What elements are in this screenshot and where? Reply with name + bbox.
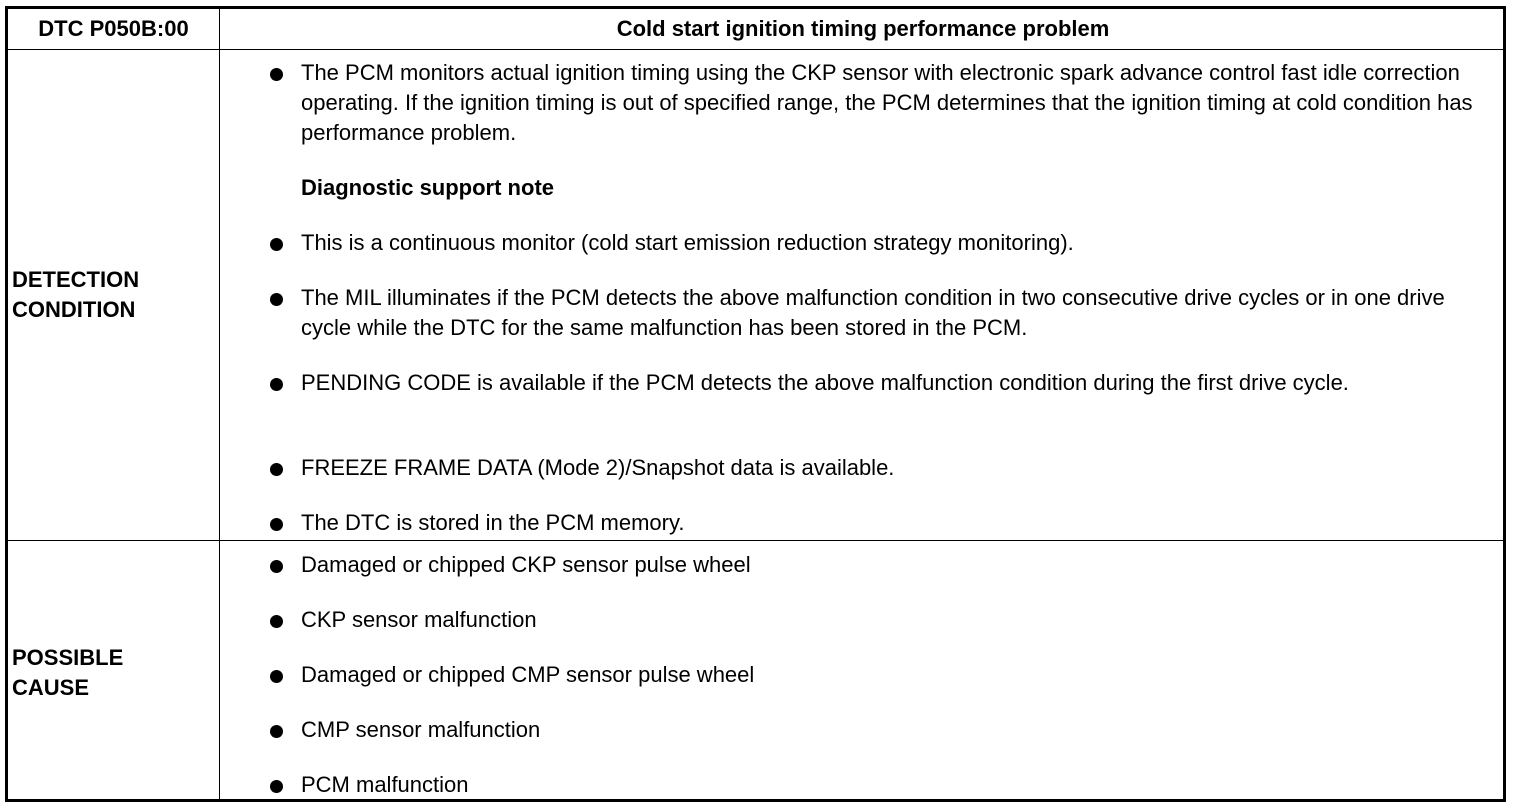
list-item [270,605,1500,635]
list-item [270,770,1500,800]
list-item-text: FREEZE FRAME DATA (Mode 2)/Snapshot data is available. [301,455,895,480]
list-item-text: This is a continuous monitor (cold start emission reduction strategy monitoring). [301,230,1074,255]
list-item-text: Damaged or chipped CKP sensor pulse wheel [301,552,751,577]
list-item [270,283,1500,343]
list-item [270,368,1500,398]
detection-label-line2: CONDITION [12,297,136,322]
list-item [270,508,1500,538]
list-item-text: Damaged or chipped CMP sensor pulse wheel [301,662,755,687]
bullet-icon [270,560,283,573]
list-item [270,550,1500,580]
list-item-text: PCM malfunction [301,772,469,797]
bullet-icon [270,780,283,793]
section-divider [8,540,1503,541]
list-item [270,453,1500,483]
list-item-text: CKP sensor malfunction [301,607,537,632]
header-divider [8,49,1503,50]
column-divider [219,9,220,799]
dtc-code: DTC P050B:00 [38,16,189,41]
list-item-text: The PCM monitors actual ignition timing using the CKP sensor with electronic spark advance control fast idle correction operating. If the ignition timing is out of specified range, the PCM determines that the ignition timing at cold condition has performance problem. [301,60,1473,145]
list-item [270,58,1500,148]
list-item [270,715,1500,745]
list-item-text: The MIL illuminates if the PCM detects the above malfunction condition in two consecutive drive cycles or in one drive cycle while the DTC for the same malfunction has been stored in the PCM. [301,285,1445,340]
bullet-icon [270,670,283,683]
list-item-text: The DTC is stored in the PCM memory. [301,510,685,535]
bullet-icon [270,463,283,476]
bullet-icon [270,293,283,306]
bullet-icon [270,68,283,81]
list-item [270,228,1500,258]
cause-label-line1: POSSIBLE [12,645,124,670]
cause-label-line2: CAUSE [12,675,90,700]
bullet-icon [270,238,283,251]
bullet-icon [270,725,283,738]
bullet-icon [270,615,283,628]
list-item-text: CMP sensor malfunction [301,717,541,742]
dtc-table [5,6,1506,802]
detection-label-line1: DETECTION [12,267,140,292]
list-item [270,660,1500,690]
bullet-icon [270,518,283,531]
dtc-title: Cold start ignition timing performance problem [616,16,1110,41]
note-heading: Diagnostic support note [301,175,554,200]
bullet-icon [270,378,283,391]
list-item-text: PENDING CODE is available if the PCM detects the above malfunction condition during the first drive cycle. [301,370,1349,395]
